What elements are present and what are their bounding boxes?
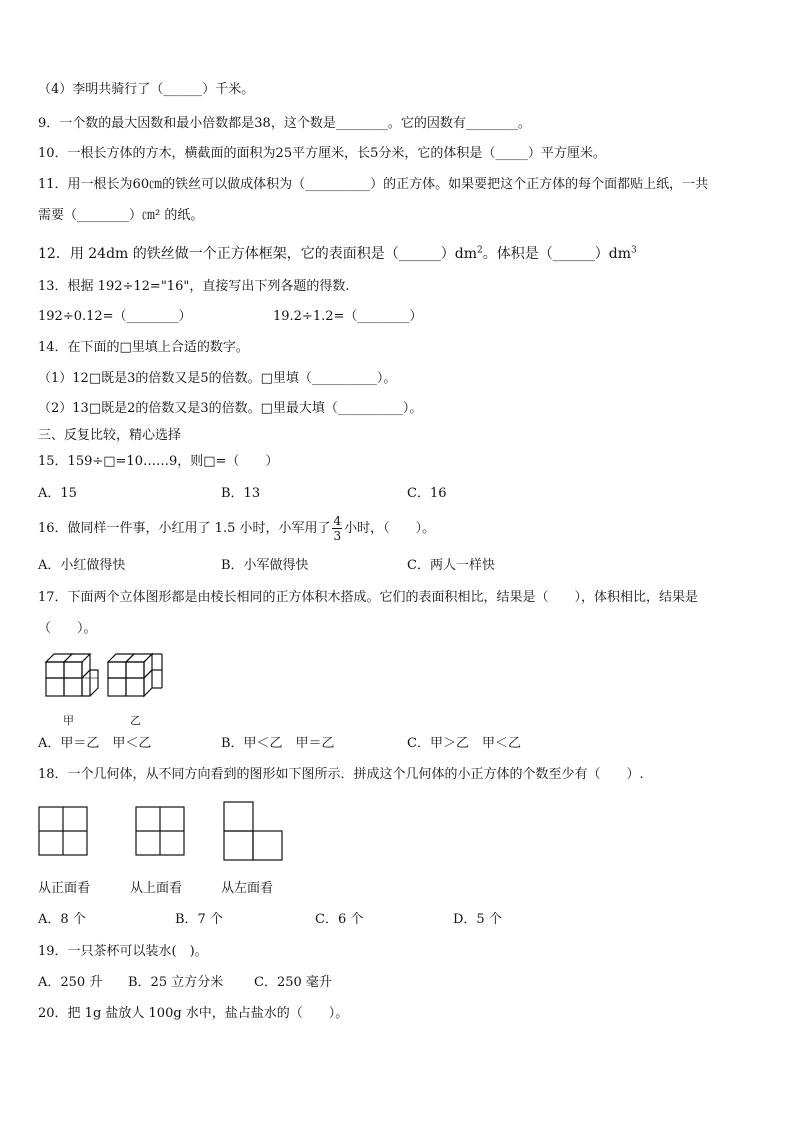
section-title: 三、反复比较，精心选择	[38, 428, 182, 443]
q15-option-b: B．13	[221, 486, 261, 501]
q18-option-d: D．5 个	[453, 912, 502, 927]
q18-label-left: 从左面看	[221, 881, 274, 896]
q9-text: 9．一个数的最大因数和最小倍数都是38，这个数是________。它的因数有________。	[38, 116, 531, 131]
q16-option-a: A．小红做得快	[38, 558, 126, 573]
q17-line1: 17．下面两个立体图形都是由棱长相同的正方体积木搭成。它们的表面积相比，结果是（ ），体积相比，结果是	[38, 590, 699, 605]
q18-top-view	[135, 806, 185, 856]
q16-option-c: C．两人一样快	[407, 558, 495, 573]
q18-front-view	[38, 806, 88, 856]
q13-b: 19.2÷1.2=（________）	[273, 309, 423, 324]
q11-line1: 11．用一根长为60㎝的铁丝可以做成体积为（__________）的正方体。如果要把这个正方体的每个面都贴上纸，一共	[38, 177, 709, 192]
q15-stem: 15．159÷□=10……9，则□=（ ）	[38, 454, 279, 469]
q16-stem-b: 小时，（ ）。	[344, 521, 436, 536]
q17-figure-yi	[104, 648, 170, 710]
q15-option-c: C．16	[407, 486, 447, 501]
q18-left-view	[223, 801, 285, 861]
q18-option-c: C．6 个	[315, 912, 364, 927]
q17-option-a: A．甲＝乙 甲＜乙	[38, 736, 152, 751]
q17-option-b: B．甲＜乙 甲＝乙	[221, 736, 335, 751]
q13-stem: 13．根据 192÷12="16"，直接写出下列各题的得数.	[38, 279, 350, 294]
q16-stem	[38, 512, 435, 546]
q17-line2: （ ）。	[38, 621, 97, 636]
q20-stem: 20．把 1g 盐放人 100g 水中，盐占盐水的（ ）。	[38, 1006, 349, 1021]
q18-label-top: 从上面看	[130, 881, 183, 896]
q12-sup1: 2	[477, 245, 483, 256]
q19-option-a: A．250 升	[38, 975, 103, 990]
q18-stem: 18．一个几何体，从不同方向看到的图形如下图所示．拼成这个几何体的小正方体的个数至少有（ ）.	[38, 767, 644, 782]
q8-line4: （4）李明共骑行了（______）千米。	[38, 82, 255, 97]
q14-stem: 14．在下面的□里填上合适的数字。	[38, 340, 249, 355]
q18-option-b: B．7 个	[175, 912, 223, 927]
q16-frac-num: 4	[333, 514, 342, 528]
q12-text	[38, 245, 637, 263]
q16-frac-den: 3	[333, 529, 342, 543]
q17-option-c: C．甲＞乙 甲＜乙	[407, 736, 521, 751]
q13-a: 192÷0.12=（________）	[38, 309, 192, 324]
q12-part1: 12．用 24dm 的铁丝做一个正方体框架，它的表面积是（______）dm	[38, 246, 478, 262]
q16-fraction	[332, 514, 342, 543]
q17-figure-jia	[38, 648, 104, 710]
q12-sup2: 3	[631, 245, 637, 256]
q11-line2: 需要（________）㎝² 的纸。	[38, 208, 204, 223]
q16-option-b: B．小军做得快	[221, 558, 309, 573]
q19-option-c: C．250 毫升	[254, 975, 332, 990]
q14-s1: （1）12□既是3的倍数又是5的倍数。□里填（__________）。	[38, 371, 397, 386]
q17-label-jia: 甲	[63, 714, 74, 727]
q19-option-b: B．25 立方分米	[128, 975, 224, 990]
q15-option-a: A．15	[38, 486, 77, 501]
q18-label-front: 从正面看	[38, 881, 91, 896]
q12-part2: 。体积是（______）dm	[482, 246, 631, 262]
q19-stem: 19．一只茶杯可以装水( )。	[38, 944, 208, 959]
q17-label-yi: 乙	[130, 714, 141, 727]
q18-option-a: A．8 个	[38, 912, 86, 927]
q16-stem-a: 16．做同样一件事，小红用了 1.5 小时，小军用了	[38, 521, 331, 536]
q14-s2: （2）13□既是2的倍数又是3的倍数。□里最大填（__________）。	[38, 401, 423, 416]
q10-text: 10．一根长方体的方木，横截面的面积为25平方厘米，长5分米，它的体积是（_____）平方厘米。	[38, 146, 606, 161]
